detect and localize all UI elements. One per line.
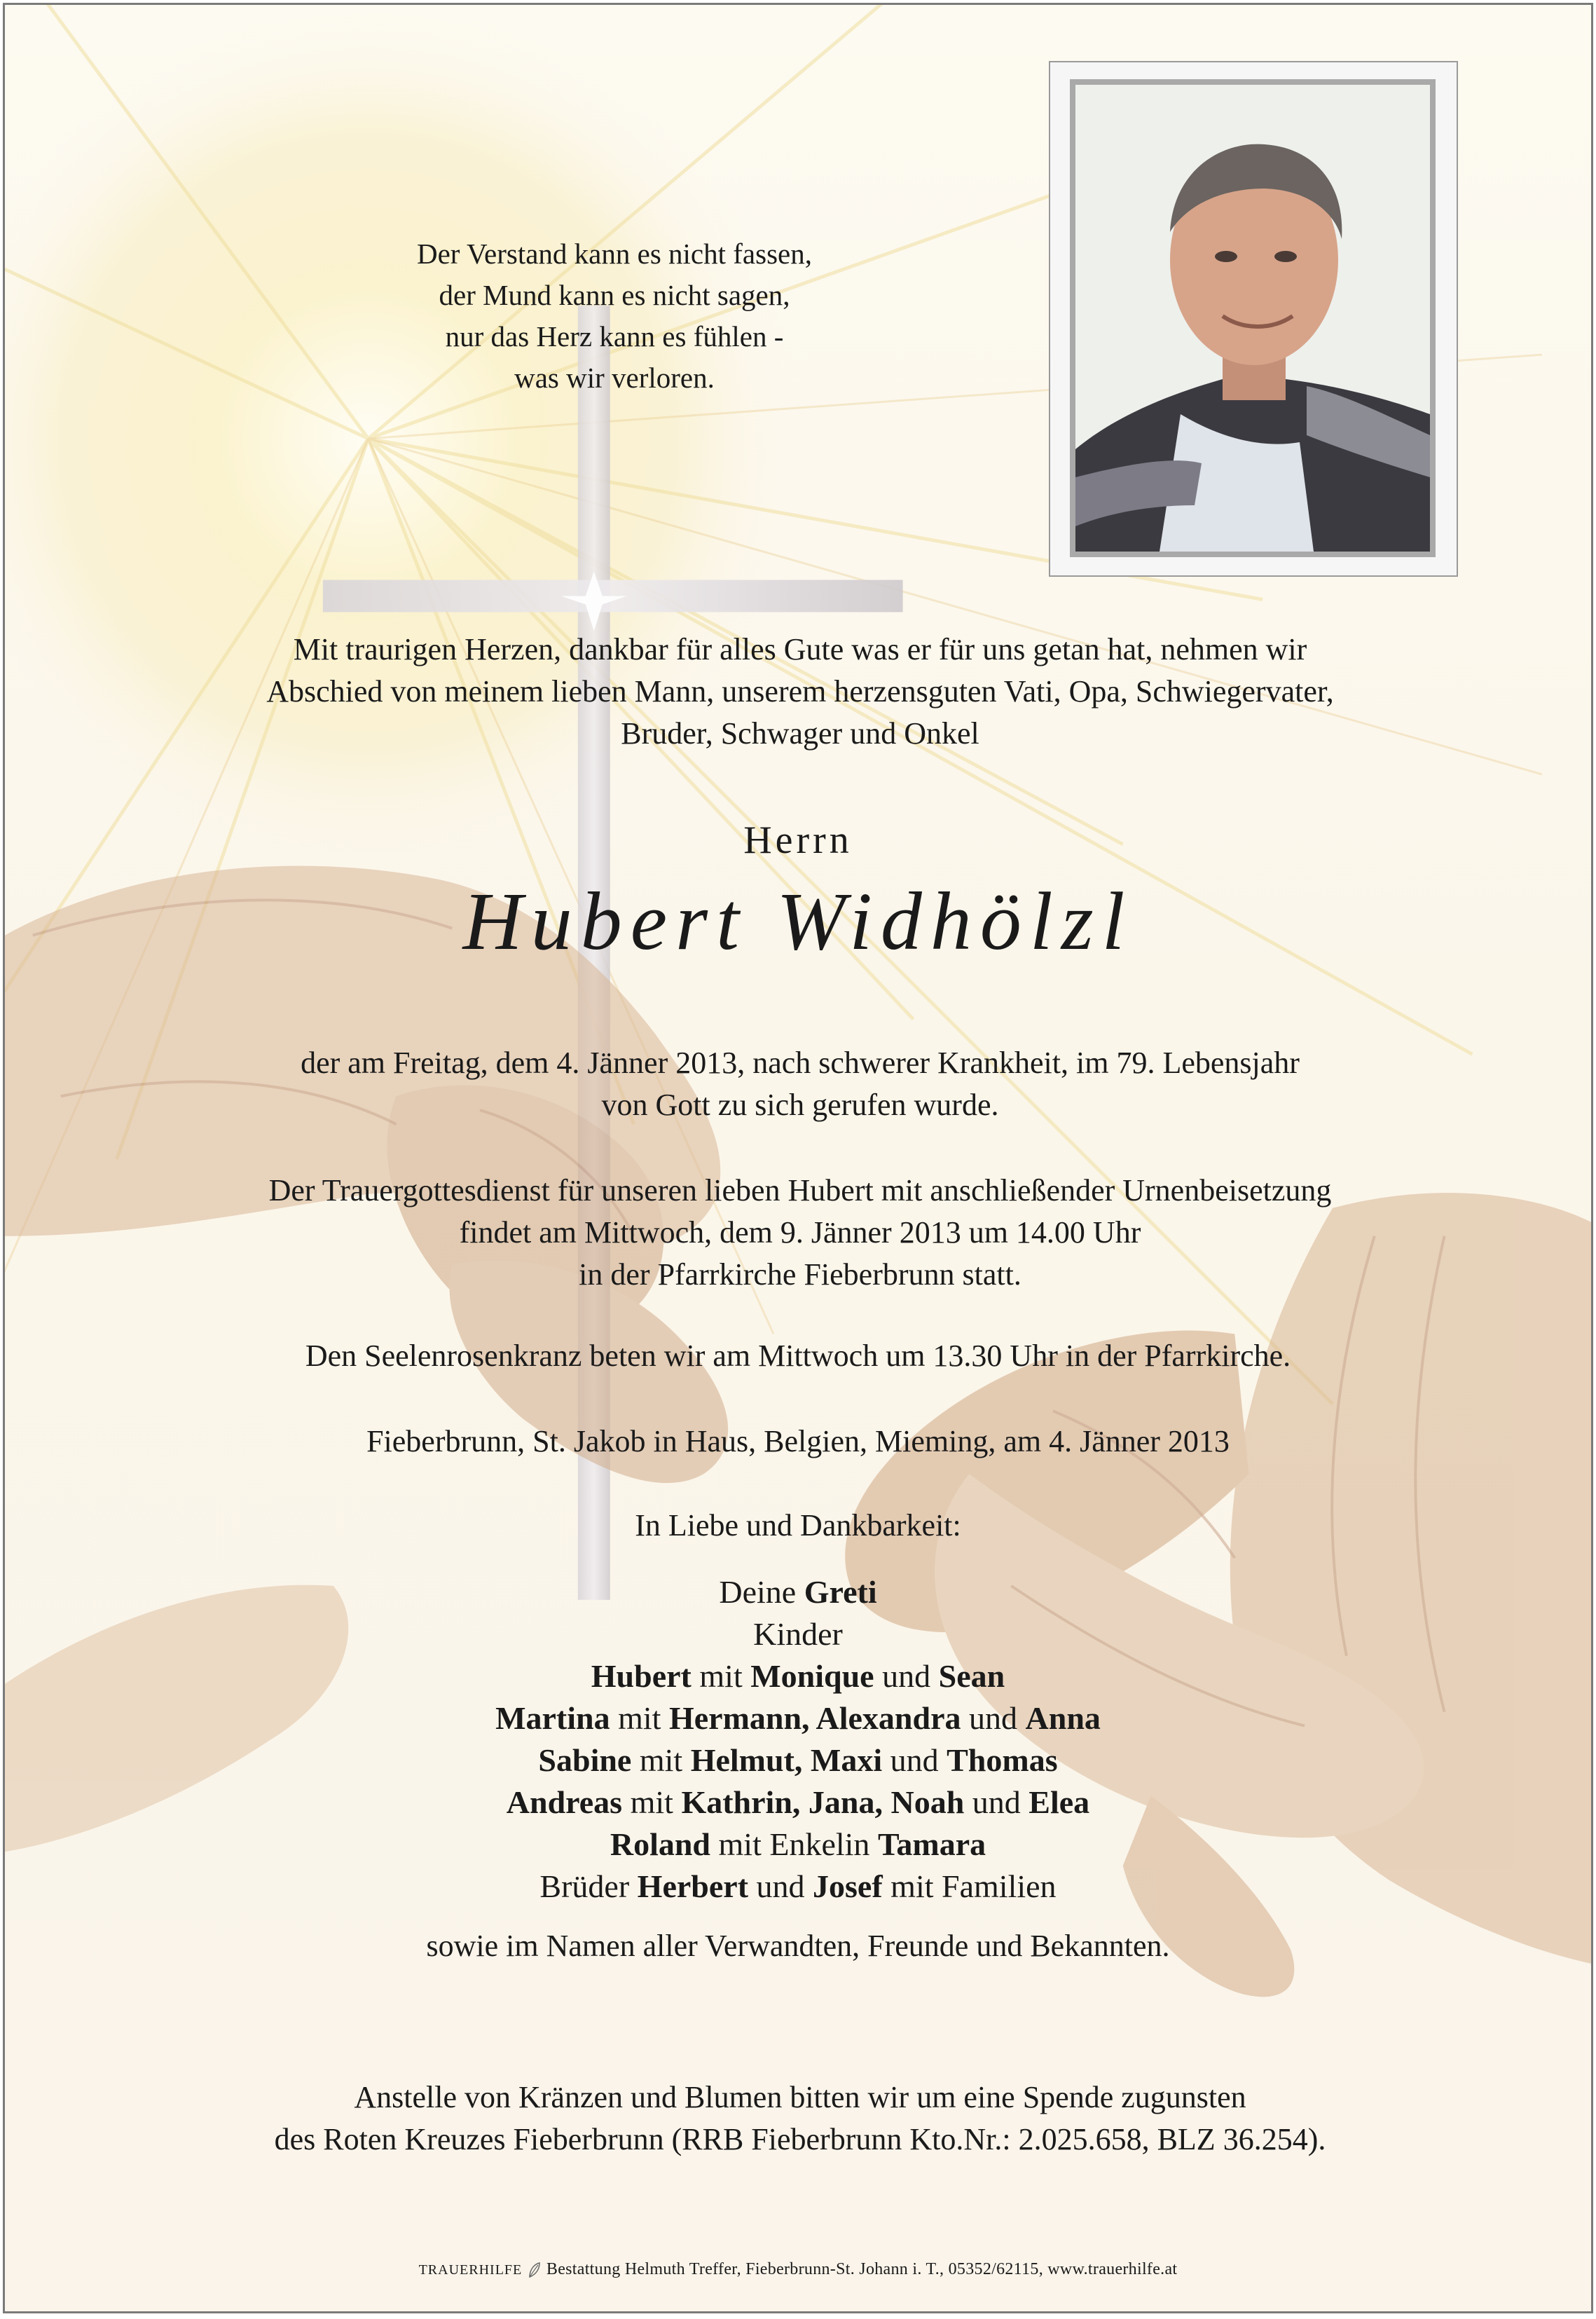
family-wife	[5, 1571, 1591, 1613]
obituary-card	[3, 3, 1593, 2313]
portrait-frame	[1049, 61, 1458, 577]
intro-line: Bruder, Schwager und Onkel	[621, 716, 979, 751]
family-name: Herbert	[637, 1868, 749, 1904]
salutation: Herrn	[743, 819, 853, 862]
family-name: Andreas	[506, 1784, 623, 1820]
family-name: Roland	[610, 1826, 711, 1862]
family-name: Martina	[495, 1700, 610, 1736]
quote-line: nur das Herz kann es fühlen -	[445, 320, 784, 353]
intro-line: Mit traurigen Herzen, dankbar für alles Gute was er für uns getan hat, nehmen wir	[293, 632, 1307, 666]
family-name: Thomas	[947, 1742, 1058, 1778]
family-text: und	[748, 1868, 813, 1904]
family-name: Hubert	[591, 1658, 692, 1694]
death-notice	[96, 1042, 1504, 1126]
family-line	[5, 1866, 1591, 1908]
family-text: mit	[622, 1784, 682, 1820]
portrait-photo	[1070, 79, 1436, 557]
family-text: und	[964, 1784, 1029, 1820]
family-text: mit	[631, 1742, 691, 1778]
family-text: mit	[691, 1658, 751, 1694]
family-name: Elea	[1029, 1784, 1090, 1820]
family-line	[5, 1697, 1591, 1739]
deceased-name: Hubert Widhölzl	[462, 875, 1134, 967]
donation-request	[96, 2077, 1504, 2161]
quote-line: was wir verloren.	[514, 362, 715, 394]
death-notice-line: der am Freitag, dem 4. Jänner 2013, nach schwerer Krankheit, im 79. Lebensjahr	[301, 1046, 1300, 1080]
intro-text	[96, 629, 1504, 755]
family-name: Kathrin, Jana, Noah	[681, 1784, 965, 1820]
family-name: Josef	[813, 1868, 883, 1904]
leaf-icon	[527, 2262, 542, 2278]
also-on-behalf: sowie im Namen aller Verwandten, Freunde und Bekannten.	[426, 1929, 1170, 1963]
family-name: Greti	[804, 1574, 877, 1610]
farewell-line: In Liebe und Dankbarkeit:	[635, 1508, 961, 1542]
family-text: Brüder	[539, 1868, 638, 1904]
family-text: mit Enkelin	[710, 1826, 878, 1862]
family-name: Tamara	[877, 1826, 986, 1862]
footer-brand: TRAUERHILFE	[418, 2262, 523, 2278]
service-line: Der Trauergottesdienst für unseren lieben Hubert mit anschließender Urnenbeisetzung	[268, 1173, 1332, 1208]
family-line	[5, 1781, 1591, 1824]
rosary-info: Den Seelenrosenkranz beten wir am Mittwoch um 13.30 Uhr in der Pfarrkirche.	[305, 1339, 1291, 1373]
quote-line: Der Verstand kann es nicht fassen,	[417, 238, 812, 270]
family-line	[5, 1655, 1591, 1697]
footer-text: Bestattung Helmuth Treffer, Fieberbrunn-St. Johann i. T., 05352/62115, www.trauerhilfe.at	[546, 2260, 1178, 2278]
donation-line: Anstelle von Kränzen und Blumen bitten wir um eine Spende zugunsten	[354, 2080, 1246, 2114]
family-name: Sean	[938, 1658, 1005, 1694]
family-text: mit	[610, 1700, 669, 1736]
family-text: mit Familien	[882, 1868, 1057, 1904]
family-line	[5, 1739, 1591, 1781]
family-name: Helmut, Maxi	[690, 1742, 883, 1778]
intro-line: Abschied von meinem lieben Mann, unserem herzensguten Vati, Opa, Schwiegervater,	[266, 674, 1334, 709]
place-date: Fieberbrunn, St. Jakob in Haus, Belgien, Mieming, am 4. Jänner 2013	[366, 1424, 1230, 1458]
quote	[264, 233, 965, 399]
death-notice-line: von Gott zu sich gerufen wurde.	[601, 1088, 999, 1122]
donation-line: des Roten Kreuzes Fieberbrunn (RRB Fieberbrunn Kto.Nr.: 2.025.658, BLZ 36.254).	[274, 2122, 1326, 2156]
family-name: Monique	[750, 1658, 874, 1694]
service-line: in der Pfarrkirche Fieberbrunn statt.	[579, 1257, 1021, 1292]
family-text: Deine	[719, 1574, 804, 1610]
family-name: Sabine	[538, 1742, 632, 1778]
family-list	[5, 1571, 1591, 1908]
family-name: Hermann, Alexandra	[668, 1700, 961, 1736]
family-children-label: Kinder	[753, 1616, 843, 1652]
quote-line: der Mund kann es nicht sagen,	[439, 279, 790, 311]
family-text: und	[882, 1742, 947, 1778]
portrait-icon	[1075, 85, 1430, 552]
family-name: Anna	[1025, 1700, 1101, 1736]
footer	[5, 2260, 1591, 2279]
family-text: und	[874, 1658, 939, 1694]
service-info	[96, 1170, 1504, 1296]
service-line: findet am Mittwoch, dem 9. Jänner 2013 um 14.00 Uhr	[459, 1215, 1141, 1250]
family-text: und	[961, 1700, 1026, 1736]
family-line	[5, 1824, 1591, 1866]
